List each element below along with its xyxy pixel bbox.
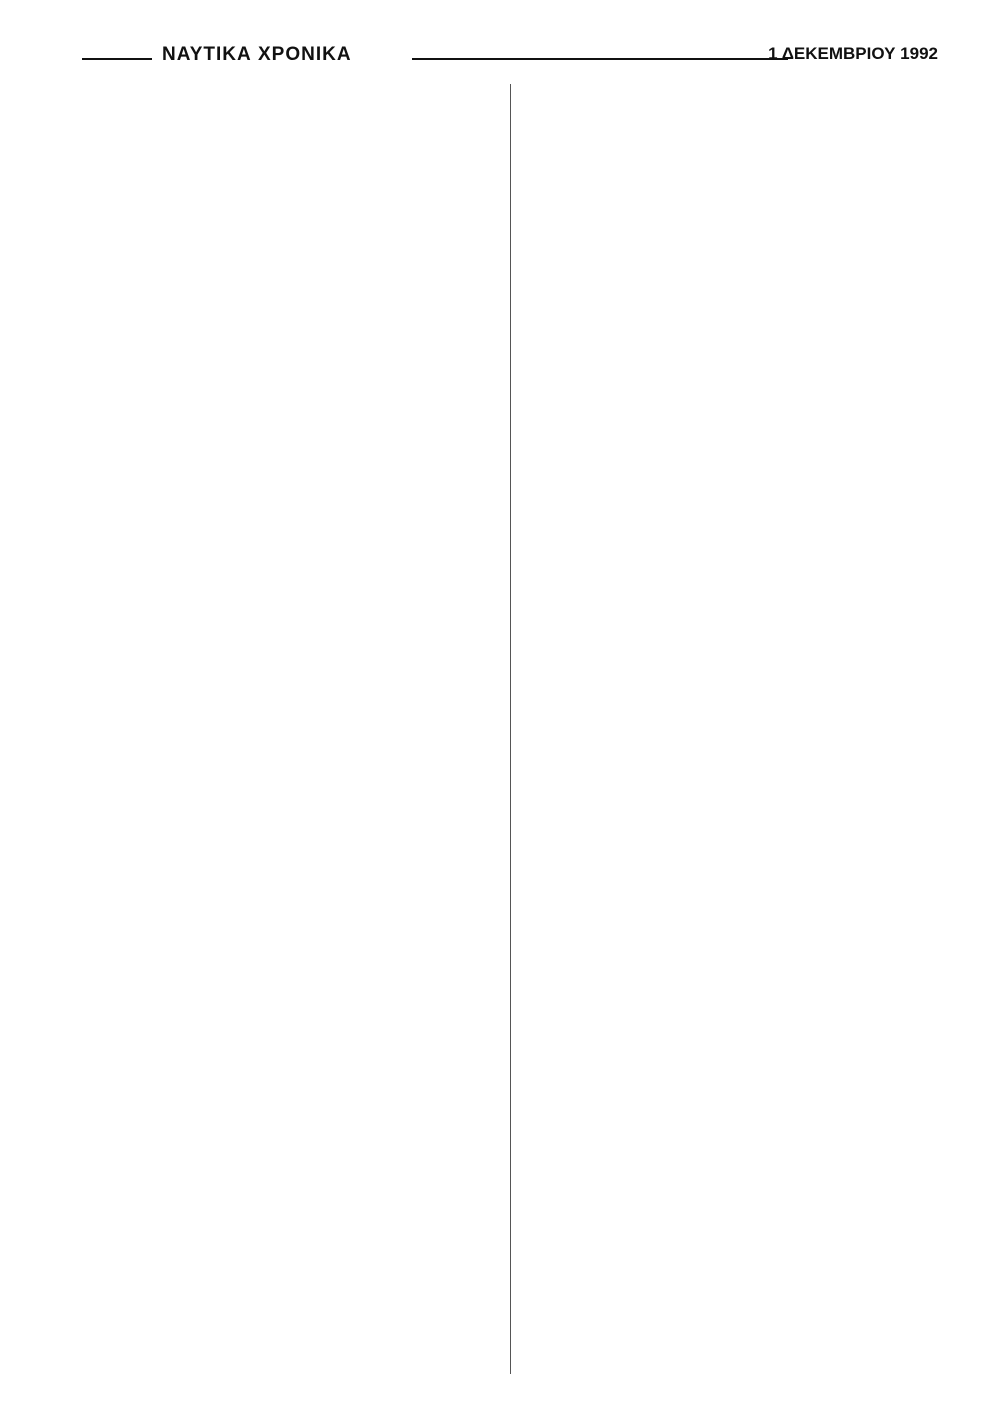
ship-register	[82, 84, 938, 1374]
right-table-block	[517, 84, 938, 1374]
left-table-block	[82, 84, 503, 1374]
issue-date: 1 ΔΕΚΕΜΒΡΙΟΥ 1992	[768, 44, 938, 63]
masthead-rule-right	[412, 58, 788, 60]
publication-title: ΝΑΥΤΙΚΑ ΧΡΟΝΙΚΑ	[162, 44, 352, 65]
masthead	[82, 38, 938, 78]
masthead-rule-left	[82, 58, 152, 60]
column-divider	[510, 84, 511, 1374]
